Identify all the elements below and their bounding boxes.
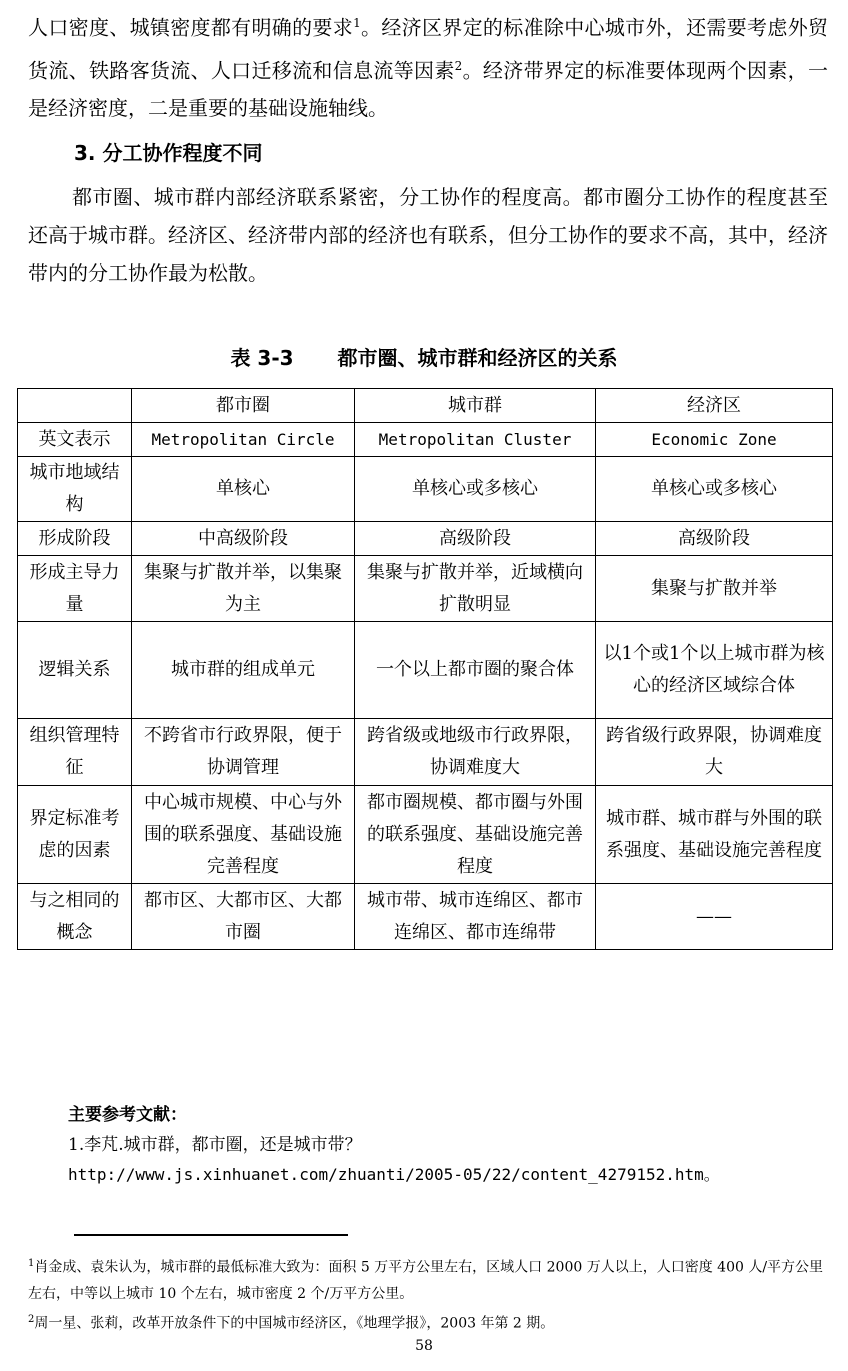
row-header-cell: 与之相同的概念: [18, 884, 132, 950]
footnote-ref-2[interactable]: 2: [454, 58, 463, 73]
table-cell: 集聚与扩散并举: [596, 556, 833, 622]
table-row: [18, 719, 833, 786]
table-cell: 跨省级行政界限，协调难度大: [596, 719, 833, 786]
footnote-2: [28, 1307, 828, 1337]
table-cell: 中心城市规模、中心与外围的联系强度、基础设施完善程度: [132, 786, 355, 884]
footnote-mark-1: 1: [28, 1258, 35, 1269]
reference-item: 1.李芃.城市群，都市圈，还是城市带？: [68, 1135, 362, 1155]
table-cell: 不跨省市行政界限，便于协调管理: [132, 719, 355, 786]
table-row: [18, 786, 833, 884]
body-paragraph-2: 都市圈、城市群内部经济联系紧密，分工协作的程度高。都市圈分工协作的程度甚至还高于城市群。经济区、经济带内部的经济也有联系，但分工协作的要求不高，其中，经济带内的分工协作最为松散。: [28, 185, 828, 285]
table-cell: 集聚与扩散并举，以集聚为主: [132, 556, 355, 622]
footnote-mark-2: 2: [28, 1313, 35, 1325]
header-cell: 经济区: [596, 389, 833, 423]
header-cell-empty: [18, 389, 132, 423]
row-header-cell: 形成阶段: [18, 522, 132, 556]
table-cell: 以1个或1个以上城市群为核心的经济区域综合体: [596, 622, 833, 719]
table-cell: 高级阶段: [596, 522, 833, 556]
table-row: [18, 884, 833, 950]
table-cell: 中高级阶段: [132, 522, 355, 556]
row-header-cell: 界定标准考虑的因素: [18, 786, 132, 884]
table-caption-title: 都市圈、城市群和经济区的关系: [337, 346, 618, 370]
relationship-table: [17, 388, 833, 950]
footnote-ref-1[interactable]: 1: [353, 16, 361, 30]
table-header-row: [18, 389, 833, 423]
section-heading: 3. 分工协作程度不同: [74, 141, 263, 165]
para1-text: 人口密度、城镇密度都有明确的要求: [28, 15, 354, 40]
table-caption: [0, 340, 848, 376]
header-cell: 都市圈: [132, 389, 355, 423]
table-cell: 单核心: [132, 457, 355, 522]
footnotes: [28, 1251, 828, 1336]
table-cell: 都市圈规模、都市圈与外围的联系强度、基础设施完善程度: [355, 786, 596, 884]
footnote-2-text: 周一星、张莉，改革开放条件下的中国城市经济区，《地理学报》，2003 年第 2 期。: [34, 1315, 555, 1332]
table-row: [18, 556, 833, 622]
table-row: [18, 457, 833, 522]
table-cell: 一个以上都市圈的聚合体: [355, 622, 596, 719]
table-cell: Metropolitan Cluster: [355, 423, 596, 457]
table-cell: 城市带、城市连绵区、都市连绵区、都市连绵带: [355, 884, 596, 950]
table-cell: Metropolitan Circle: [132, 423, 355, 457]
row-header-cell: 形成主导力量: [18, 556, 132, 622]
para1-end: 。经济带界定的标准要体现两个因素，一是经济密度，二是重要的基础设施轴线。: [28, 58, 829, 121]
table-cell: 集聚与扩散并举，近域横向扩散明显: [355, 556, 596, 622]
row-header-cell: 英文表示: [18, 423, 132, 457]
footnote-1-text: 肖金成、袁朱认为，城市群的最低标准大致为：面积 5 万平方公里左右，区域人口 2000 万人以上，人口密度 400 人/平方公里左右，中等以上城市 10 个左右，城市密度 2 个/万平方公里。: [28, 1259, 824, 1302]
reference-url-link[interactable]: http://www.js.xinhuanet.com/zhuanti/2005-05/22/content_4279152.htm。: [68, 1165, 720, 1184]
footnote-1: [28, 1251, 828, 1307]
header-cell: 城市群: [355, 389, 596, 423]
table-cell: 跨省级或地级市行政界限，协调难度大: [355, 719, 596, 786]
page-number: 58: [415, 1338, 433, 1354]
table-cell: 单核心或多核心: [355, 457, 596, 522]
para1-mid: 。经济区界定的标准除中心城市外，还需要考虑外贸货流、铁路客货流、人口迁移流和信息流等因素: [28, 15, 829, 83]
table-row: [18, 423, 833, 457]
references-title: 主要参考文献：: [68, 1105, 187, 1125]
table-row: [18, 622, 833, 719]
body-paragraph-1: [28, 4, 828, 127]
row-header-cell: 逻辑关系: [18, 622, 132, 719]
table-cell: 单核心或多核心: [596, 457, 833, 522]
table-cell: Economic Zone: [596, 423, 833, 457]
table-cell: 城市群的组成单元: [132, 622, 355, 719]
table-cell: 高级阶段: [355, 522, 596, 556]
table-cell: 城市群、城市群与外围的联系强度、基础设施完善程度: [596, 786, 833, 884]
references-section: [68, 1100, 828, 1190]
table-row: [18, 522, 833, 556]
footnote-divider: [74, 1234, 348, 1236]
table-cell: 都市区、大都市区、大都市圈: [132, 884, 355, 950]
row-header-cell: 组织管理特征: [18, 719, 132, 786]
row-header-cell: 城市地域结构: [18, 457, 132, 522]
table-caption-number: 表 3-3: [230, 346, 294, 370]
table-cell: ——: [596, 884, 833, 950]
